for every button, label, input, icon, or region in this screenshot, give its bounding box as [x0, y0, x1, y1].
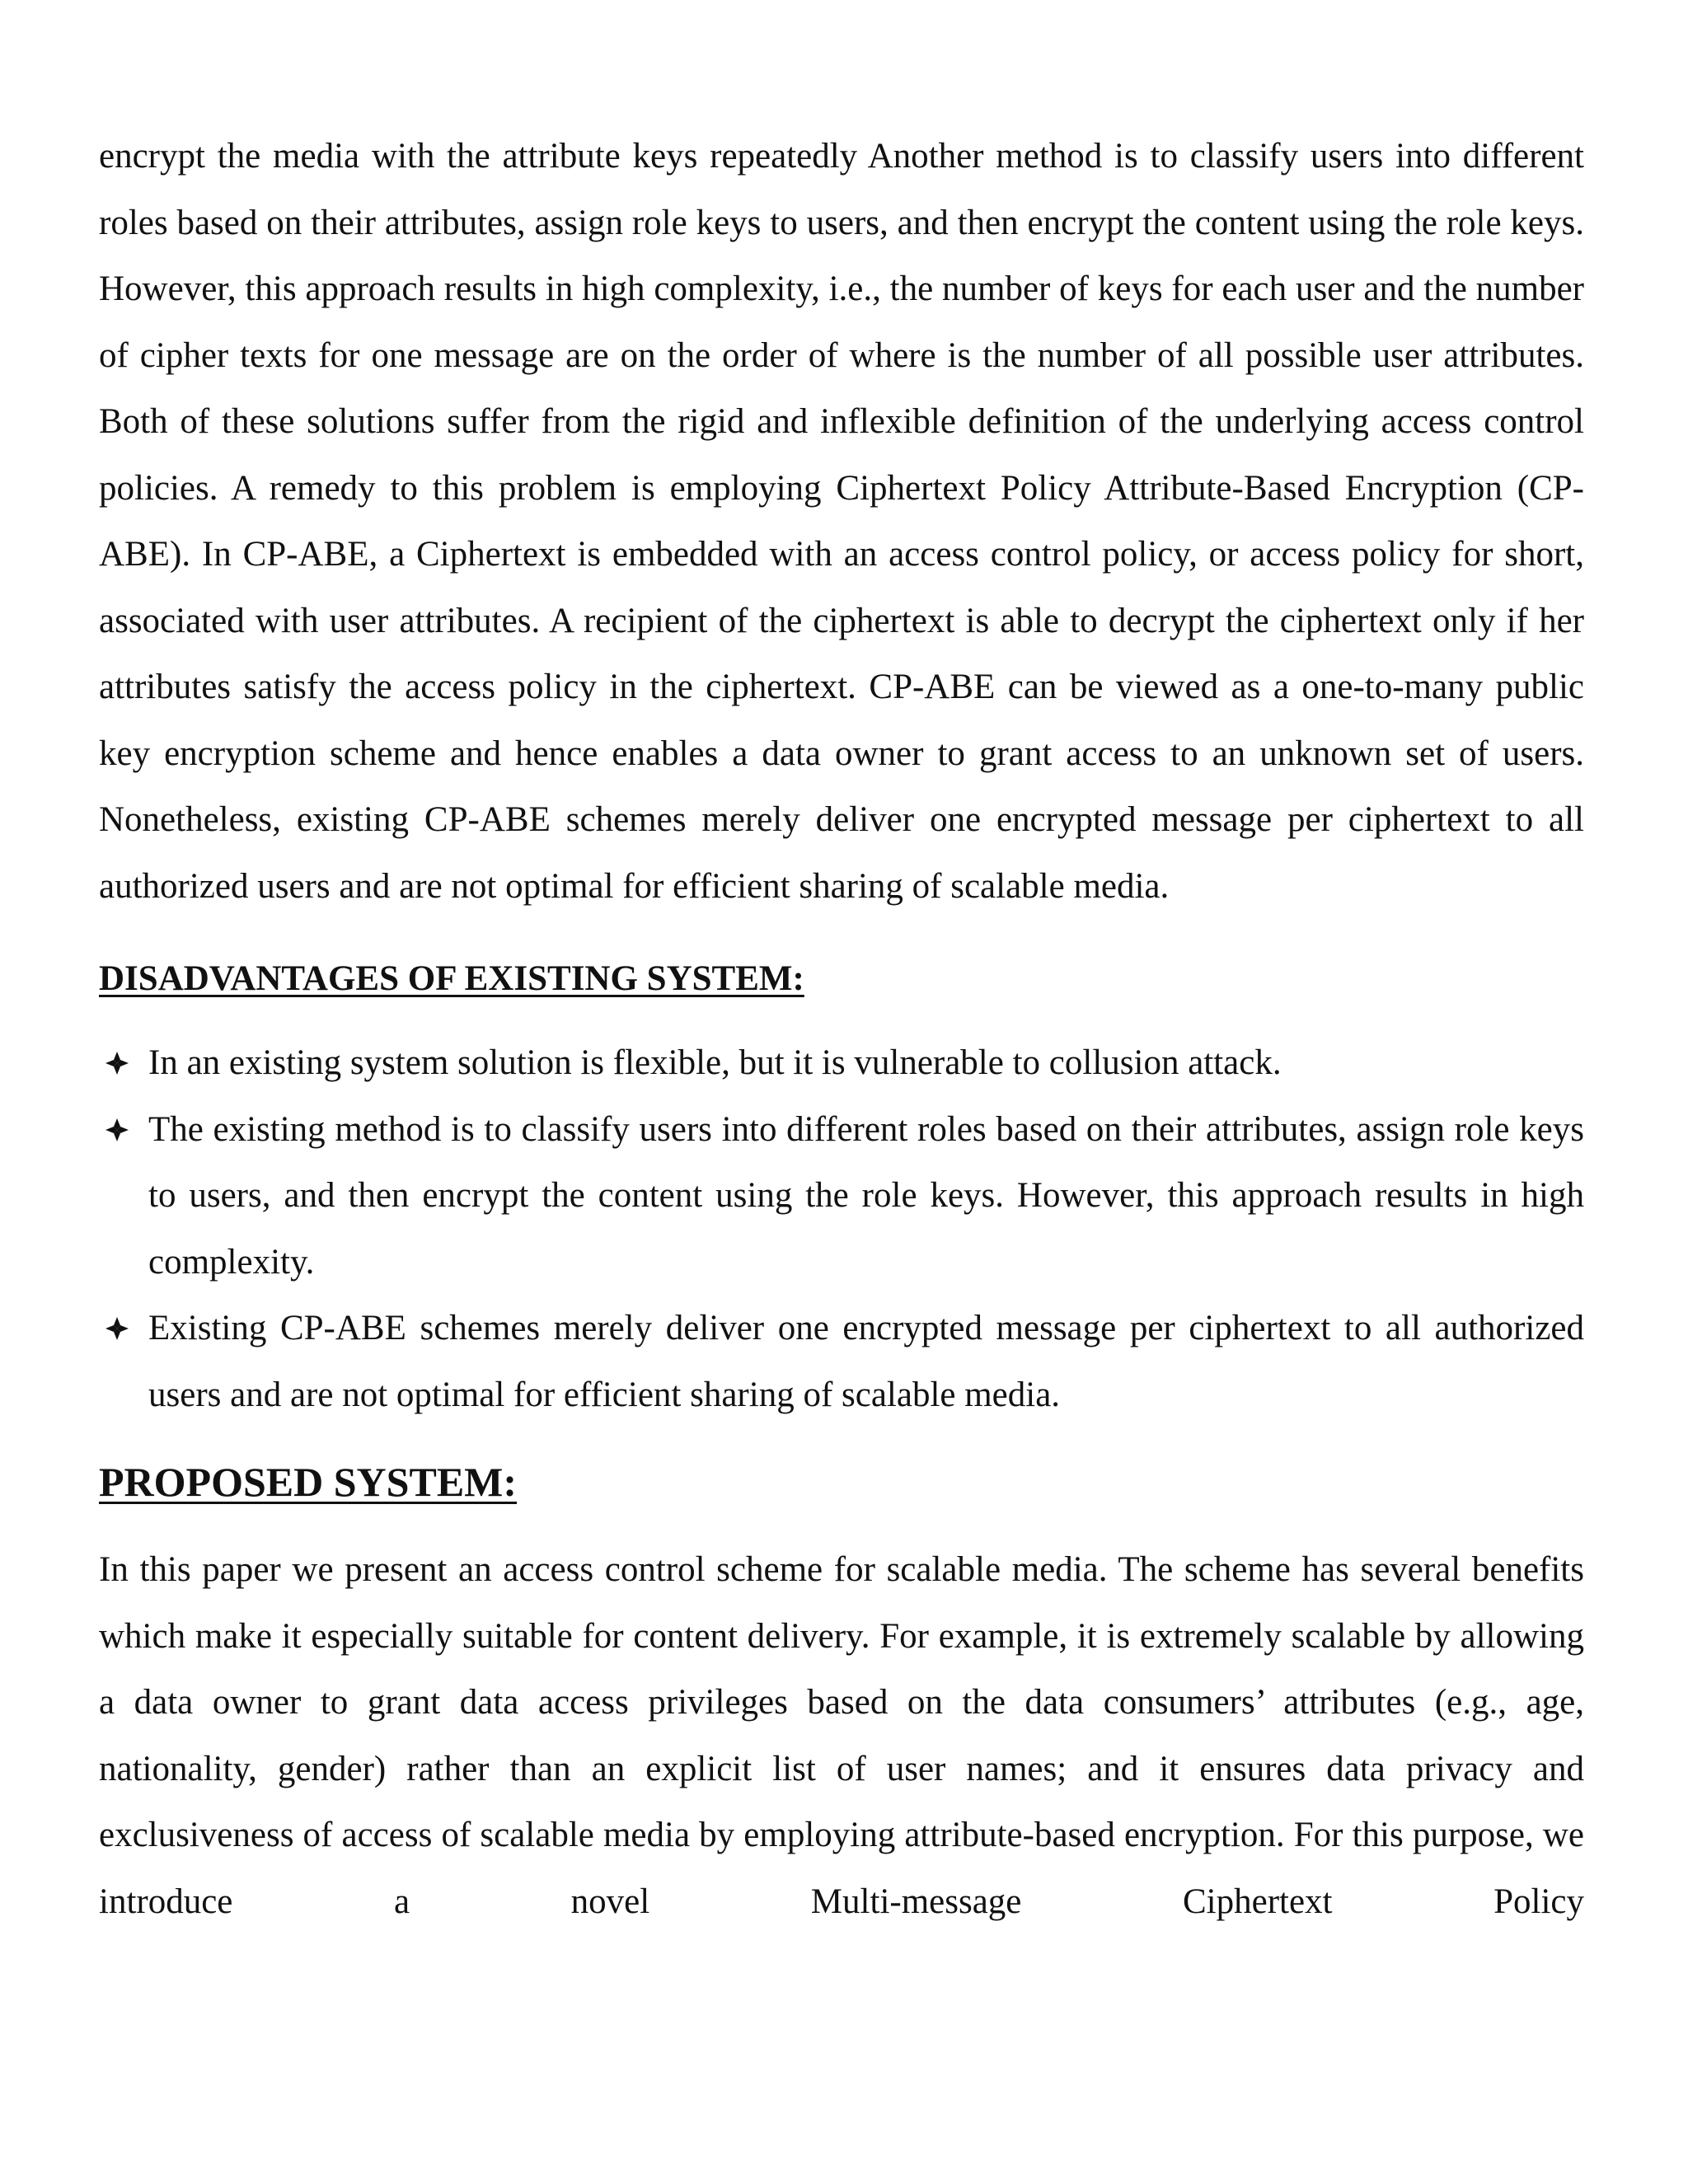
four-petal-diamond-bullet-icon: [99, 1097, 135, 1163]
list-item: [99, 1296, 1584, 1428]
proposed-system-heading: PROPOSED SYSTEM:: [99, 1459, 518, 1505]
proposed-system-paragraph: In this paper we present an access control scheme for scalable media. The scheme has several benefits which make it especially suitable for content delivery. For example, it is extremely scalable by allowing a data owner to grant data access privileges based on the data consumers’ attributes (e.g., age, nationality, gender) rather than an explicit list of user names; and it ensures data privacy and exclusiveness of access of scalable media by employing attribute-based encryption. For this purpose, we introduce a novel Multi-message Ciphertext Policy: [99, 1550, 1584, 1921]
list-item: [99, 1030, 1584, 1097]
list-item: [99, 1097, 1584, 1296]
intro-paragraph: encrypt the media with the attribute keys repeatedly Another method is to classify users into different roles based on their attributes, assign role keys to users, and then encrypt the content using the role keys. However, this approach results in high complexity, i.e., the number of keys for each user and the number of cipher texts for one message are on the order of where is the number of all possible user attributes. Both of these solutions suffer from the rigid and inflexible definition of the underlying access control policies. A remedy to this problem is employing Ciphertext Policy Attribute-Based Encryption (CP-ABE). In CP-ABE, a Ciphertext is embedded with an access control policy, or access policy for short, associated with user attributes. A recipient of the ciphertext is able to decrypt the ciphertext only if her attributes satisfy the access policy in the ciphertext. CP-ABE can be viewed as a one-to-many public key encryption scheme and hence enables a data owner to grant access to an unknown set of users. Nonetheless, existing CP-ABE schemes merely deliver one encrypted message per ciphertext to all authorized users and are not optimal for efficient sharing of scalable media.: [99, 137, 1584, 906]
document-page: [99, 124, 1584, 1935]
list-item-text: The existing method is to classify users into different roles based on their attributes, assign role keys to users, and then encrypt the content using the role keys. However, this approach results in high complexity.: [148, 1109, 1584, 1282]
four-petal-diamond-bullet-icon: [99, 1030, 135, 1096]
disadvantages-heading: DISADVANTAGES OF EXISTING SYSTEM:: [99, 959, 804, 998]
four-petal-diamond-bullet-icon: [99, 1296, 135, 1361]
list-item-text: Existing CP-ABE schemes merely deliver one encrypted message per ciphertext to all authorized users and are not optimal for efficient sharing of scalable media.: [148, 1309, 1584, 1414]
list-item-text: In an existing system solution is flexible, but it is vulnerable to collusion attack.: [148, 1043, 1282, 1082]
disadvantages-list: [99, 1030, 1584, 1428]
